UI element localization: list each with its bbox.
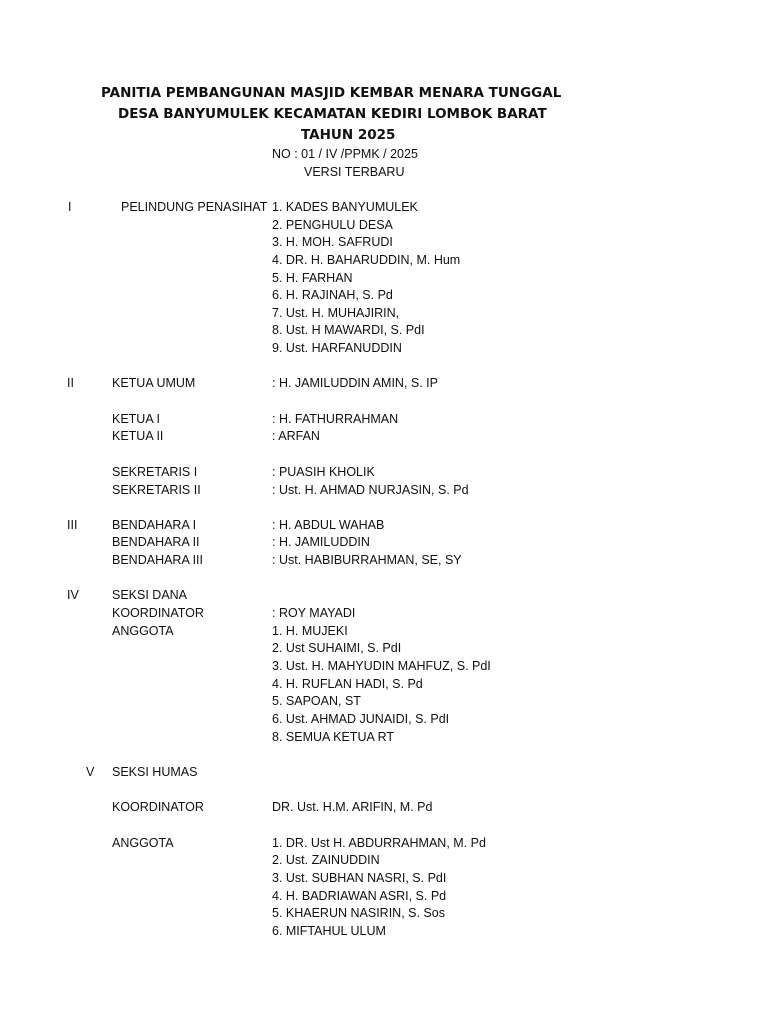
section4-anggota-label: ANGGOTA [112, 624, 174, 638]
section1-member-5: 5. H. FARHAN [272, 271, 353, 285]
ketua-umum-label: KETUA UMUM [112, 376, 196, 390]
section4-member-4: 4. H. RUFLAN HADI, S. Pd [272, 677, 423, 691]
section4-member-3: 3. Ust. H. MAHYUDIN MAHFUZ, S. PdI [272, 659, 491, 673]
sekretaris2-value: : Ust. H. AHMAD NURJASIN, S. Pd [272, 483, 469, 497]
ketua-umum-value: : H. JAMILUDDIN AMIN, S. IP [272, 376, 438, 390]
bendahara1-value: : H. ABDUL WAHAB [272, 518, 385, 532]
section5-koordinator-value: DR. Ust. H.M. ARIFIN, M. Pd [272, 800, 433, 814]
section1-member-7: 7. Ust. H. MUHAJIRIN, [272, 306, 400, 320]
section4-member-7: 8. SEMUA KETUA RT [272, 730, 395, 744]
section1-member-3: 3. H. MOH. SAFRUDI [272, 235, 393, 249]
section5-numeral: V [86, 765, 95, 779]
section4-member-2: 2. Ust SUHAIMI, S. PdI [272, 641, 402, 655]
section5-member-6: 6. MIFTAHUL ULUM [272, 924, 386, 938]
ketua2-value: : ARFAN [272, 429, 320, 443]
section5-member-1: 1. DR. Ust H. ABDURRAHMAN, M. Pd [272, 836, 486, 850]
section4-member-6: 6. Ust. AHMAD JUNAIDI, S. PdI [272, 712, 450, 726]
doc-title-line3: TAHUN 2025 [301, 127, 396, 143]
bendahara3-label: BENDAHARA III [112, 553, 203, 567]
doc-title-line1: PANITIA PEMBANGUNAN MASJID KEMBAR MENARA TUNGGAL [101, 85, 562, 101]
ketua1-label: KETUA I [112, 412, 160, 426]
doc-title-line2: DESA BANYUMULEK KECAMATAN KEDIRI LOMBOK BARAT [118, 106, 547, 122]
section4-koordinator-label: KOORDINATOR [112, 606, 204, 620]
sekretaris2-label: SEKRETARIS II [112, 483, 201, 497]
section4-member-1: 1. H. MUJEKI [272, 624, 348, 638]
section1-member-4: 4. DR. H. BAHARUDDIN, M. Hum [272, 253, 461, 267]
section3-numeral: III [67, 518, 78, 532]
bendahara3-value: : Ust. HABIBURRAHMAN, SE, SY [272, 553, 462, 567]
section1-label: PELINDUNG PENASIHAT [121, 200, 268, 214]
doc-number: NO : 01 / IV /PPMK / 2025 [272, 147, 418, 161]
section1-member-1: 1. KADES BANYUMULEK [272, 200, 418, 214]
section5-member-4: 4. H. BADRIAWAN ASRI, S. Pd [272, 889, 447, 903]
section5-member-3: 3. Ust. SUBHAN NASRI, S. PdI [272, 871, 447, 885]
section1-member-2: 2. PENGHULU DESA [272, 218, 393, 232]
section1-numeral: I [68, 200, 72, 214]
section1-member-9: 9. Ust. HARFANUDDIN [272, 341, 402, 355]
section4-koordinator-value: : ROY MAYADI [272, 606, 356, 620]
sekretaris1-value: : PUASIH KHOLIK [272, 465, 375, 479]
bendahara2-value: : H. JAMILUDDIN [272, 535, 370, 549]
section1-member-8: 8. Ust. H MAWARDI, S. PdI [272, 323, 425, 337]
section1-member-6: 6. H. RAJINAH, S. Pd [272, 288, 393, 302]
ketua2-label: KETUA II [112, 429, 164, 443]
section4-title: SEKSI DANA [112, 588, 188, 602]
bendahara1-label: BENDAHARA I [112, 518, 197, 532]
sekretaris1-label: SEKRETARIS I [112, 465, 198, 479]
section2-numeral: II [67, 376, 74, 390]
doc-version: VERSI TERBARU [304, 165, 405, 179]
ketua1-value: : H. FATHURRAHMAN [272, 412, 399, 426]
section5-koordinator-label: KOORDINATOR [112, 800, 204, 814]
section5-member-5: 5. KHAERUN NASIRIN, S. Sos [272, 906, 445, 920]
section4-member-5: 5. SAPOAN, ST [272, 694, 361, 708]
section4-numeral: IV [67, 588, 79, 602]
section5-member-2: 2. Ust. ZAINUDDIN [272, 853, 380, 867]
bendahara2-label: BENDAHARA II [112, 535, 200, 549]
section5-title: SEKSI HUMAS [112, 765, 198, 779]
section5-anggota-label: ANGGOTA [112, 836, 174, 850]
